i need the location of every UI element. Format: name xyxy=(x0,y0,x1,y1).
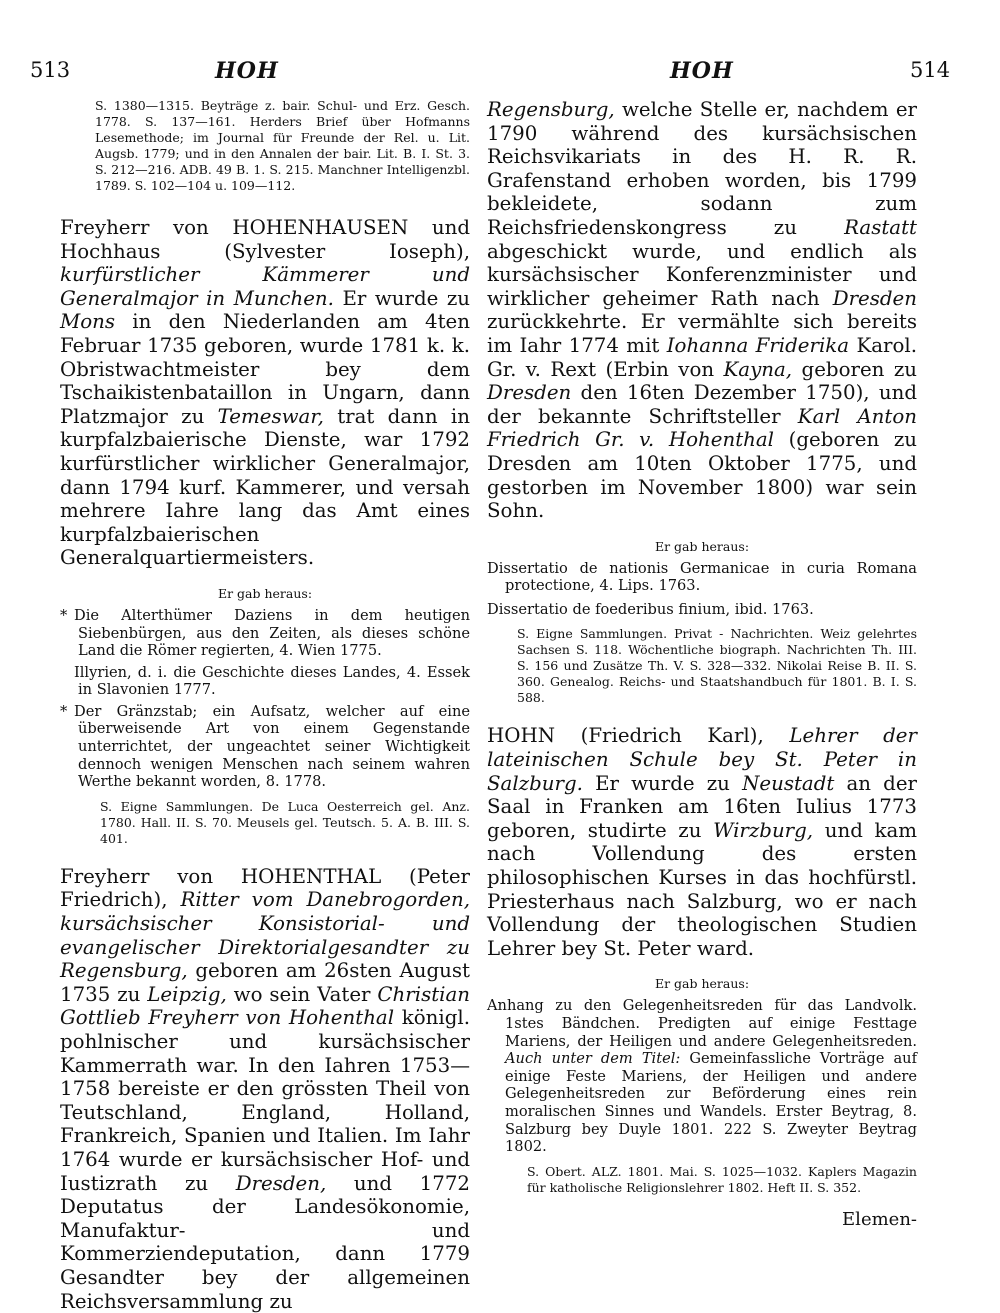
hohenhausen-text-2: in den Niederlanden am 4ten Februar 1735 geboren, wurde 1781 k. k. Obristwachtmeister bey dem Tschaikistenbataillon in Ungarn, dann Platzmajor zu xyxy=(60,310,470,428)
hohenthal-cont-place-1: Regensburg, xyxy=(487,98,615,121)
hohenthal-cont-text-5: geboren zu xyxy=(801,357,917,381)
work-text: Der Gränzstab; ein Aufsatz, welcher auf eine überweisende Art von einem Gegenstande unterrichtet, der ungeachtet seiner Wichtigkeit dennoch wenigen Menschen nach seinem wahren Werthe bekannt worden, 8. 1778. xyxy=(74,702,470,791)
hohenthal-lead: Freyherr von HOHENTHAL (Peter Friedrich), xyxy=(60,864,470,912)
hohn-role: Lehrer der lateinischen Schule bey St. Peter in Salzburg. xyxy=(487,724,917,795)
hohenthal-cont-text-4: Karol. Gr. v. Rext (Erbin von xyxy=(487,333,918,381)
hohenthal-cont-wife: Iohanna Friderika xyxy=(666,333,850,357)
hohn-references: S. Obert. ALZ. 1801. Mai. S. 1025—1032. Kaplers Magazin für katholische Religionslehrer 1802. Heft II. S. 352. xyxy=(527,1163,917,1195)
hohn-work xyxy=(487,997,917,1155)
hohenthal-cont-place-4: Kayna, xyxy=(723,357,793,381)
hohenhausen-references: S. Eigne Sammlungen. De Luca Oesterreich gel. Anz. 1780. Hall. II. S. 70. Meusels gel. Teutsch. 5. A. B. III. S. 401. xyxy=(100,798,470,846)
left-page-number: 513 xyxy=(30,58,71,82)
hohenthal-role: Ritter vom Danebrogorden, kursächsischer Konsistorial- und evangelischer Direktorialgesandter zu Regensburg, xyxy=(60,888,470,983)
hohenthal-continuation xyxy=(487,98,917,523)
hohenthal-text-1: geboren am 26sten August 1735 zu xyxy=(60,959,470,1006)
hohenhausen-entry xyxy=(60,216,470,570)
hohenthal-father: Christian Gottlieb Freyherr von Hohenthal xyxy=(60,982,471,1030)
hohn-works-heading: Er gab heraus: xyxy=(654,976,750,992)
left-running-title: HOH xyxy=(215,58,279,84)
hohn-entry xyxy=(487,724,917,960)
hohn-place-2: Wirzburg, xyxy=(713,818,814,842)
hohenhausen-works-heading: Er gab heraus: xyxy=(217,585,313,601)
hohenhausen-place-1: Mons xyxy=(60,310,116,334)
right-page-number: 514 xyxy=(910,58,951,82)
work-text: Illyrien, d. i. die Geschichte dieses Landes, 4. Essek in Slavonien 1777. xyxy=(74,663,470,699)
work-marker: * xyxy=(60,606,68,624)
right-column xyxy=(487,98,917,1231)
hohn-text-1: Er wurde zu xyxy=(595,771,730,795)
hohenthal-cont-son: Karl Anton Friedrich Gr. v. Hohenthal xyxy=(487,404,917,452)
hohenthal-text-3: königl. pohlnischer und kursächsischer Kammerrath war. In den Iahren 1753—1758 bereiste er den grössten Theil von Teutschland, England, Holland, Frankreich, Spanien und Italien. Im Iahr 1764 wurde er kursächsischer Hof- und Iustizrath zu xyxy=(60,1006,470,1195)
hohn-work-also: Auch unter dem Titel: xyxy=(505,1050,681,1068)
hohenthal-cont-text-6: den 16ten Dezember 1750), und der bekannte Schriftsteller xyxy=(487,381,917,428)
hohenhausen-text-1: Er wurde zu xyxy=(342,286,470,310)
hohenthal-cont-place-3: Dresden xyxy=(832,286,917,310)
top-references: S. 1380—1315. Beyträge z. bair. Schul- und Erz. Gesch. 1778. S. 137—161. Herders Brief über Hofmanns Lesemethode; im Journal für Freunde der Rel. u. Lit. Augsb. 1779; und in den Annalen der bair. Lit. B. I. St. 3. S. 212—216. ADB. 49 B. 1. S. 215. Manchner Intelligenzbl. 1789. S. 102—104 u. 109—112. xyxy=(95,98,470,193)
hohn-work-text-1: Anhang zu den Gelegenheitsreden für das Landvolk. 1stes Bändchen. Predigten auf einige Festtage Mariens, der Heiligen und andere Gelegenheitsreden. xyxy=(487,997,917,1050)
hohenthal-works-list xyxy=(487,560,917,619)
hohenhausen-text-3: trat dann in kurpfalzbaierische Dienste, war 1792 kurfürstlicher wirklicher Generalmajor, dann 1794 kurf. Kammerer, und versah mehrere Iahre lang das Amt eines kurpfalzbaierischen Generalquartiermeisters. xyxy=(60,404,470,570)
work-item xyxy=(60,607,470,660)
hohenthal-cont-place-2: Rastatt xyxy=(844,215,917,239)
hohenthal-text-4: und 1772 Deputatus der Landesökonomie, Manufaktur- und Kommerziendeputation, dann 1779 Gesandter bey der allgemeinen Reichsversammlung zu xyxy=(60,1171,470,1313)
hohn-lead: HOHN (Friedrich Karl), xyxy=(487,724,764,748)
hohn-text-2: an der Saal in Franken am 16ten Iulius 1773 geboren, studirte zu xyxy=(487,771,918,842)
hohenhausen-lead: Freyherr von HOHENHAUSEN und Hochhaus (Sylvester Ioseph), xyxy=(60,216,470,263)
hohn-text-3: und kam nach Vollendung des ersten philosophischen Kurses in das hochfürstl. Priesterhaus nach Salzburg, wo er nach Vollendung der theologischen Studien Lehrer bey St. Peter ward. xyxy=(487,818,918,960)
hohenthal-cont-text-2: abgeschickt wurde, und endlich als kursächsischer Konferenzminister und wirklicher geheimer Rath nach xyxy=(487,239,917,310)
hohenhausen-works-list xyxy=(60,607,470,791)
hohenthal-text-2: wo sein Vater xyxy=(233,982,371,1006)
hohenhausen-place-2: Temeswar, xyxy=(217,404,324,428)
hohenthal-place-2: Dresden, xyxy=(235,1171,327,1195)
hohenthal-cont-place-5: Dresden xyxy=(487,381,572,405)
hohenhausen-role: kurfürstlicher Kämmerer und Generalmajor in Munchen. xyxy=(60,263,470,310)
hohn-place-1: Neustadt xyxy=(742,771,835,795)
work-item: Dissertatio de nationis Germanicae in curia Romana protectione, 4. Lips. 1763. xyxy=(487,559,917,595)
left-column xyxy=(60,98,470,1313)
work-text: Die Alterthümer Daziens in dem heutigen Siebenbürgen, aus den Zeiten, als dieses schöne Land die Römer regierten, 4. Wien 1775. xyxy=(74,606,470,660)
catchword: Elemen- xyxy=(842,1208,917,1230)
hohn-work-text-2: Gemeinfassliche Vorträge auf einige Feste Mariens, der Heiligen und andere Gelegenheitsreden zur Beförderung eines rein moralischen Sinnes und Wandels. Erster Beytrag, 8. Salzburg bey Duyle 1801. 222 S. Zweyter Beytrag 1802. xyxy=(505,1050,917,1156)
hohenthal-entry xyxy=(60,865,470,1313)
hohenthal-references: S. Eigne Sammlungen. Privat - Nachrichten. Weiz gelehrtes Sachsen S. 118. Wöchentliche biograph. Nachrichten Th. III. S. 156 und Zusätze Th. V. S. 328—332. Nikolai Reise B. II. S. 360. Genealog. Reichs- und Staatshandbuch für 1801. B. I. S. 588. xyxy=(517,626,917,706)
work-item xyxy=(60,703,470,791)
hohenthal-cont-text-7: (geboren zu Dresden am 10ten Oktober 1775, und gestorben im November 1800) war sein Sohn. xyxy=(487,428,918,523)
work-item: Dissertatio de foederibus finium, ibid. 1763. xyxy=(487,600,814,618)
hohenthal-works-heading: Er gab heraus: xyxy=(654,538,750,554)
right-running-title: HOH xyxy=(670,58,734,84)
work-marker: * xyxy=(60,702,68,720)
hohenthal-cont-text-1: welche Stelle er, nachdem er 1790 während des kursächsischen Reichsvikariats in des H. R. R. Grafenstand erhoben worden, bis 1799 bekleidete, sodann zum Reichsfriedenskongress zu xyxy=(487,98,917,239)
work-item xyxy=(60,664,470,699)
hohenthal-cont-text-3: zurückkehrte. Er vermählte sich bereits im Iahr 1774 mit xyxy=(487,310,917,357)
hohenthal-place-1: Leipzig, xyxy=(147,982,227,1006)
